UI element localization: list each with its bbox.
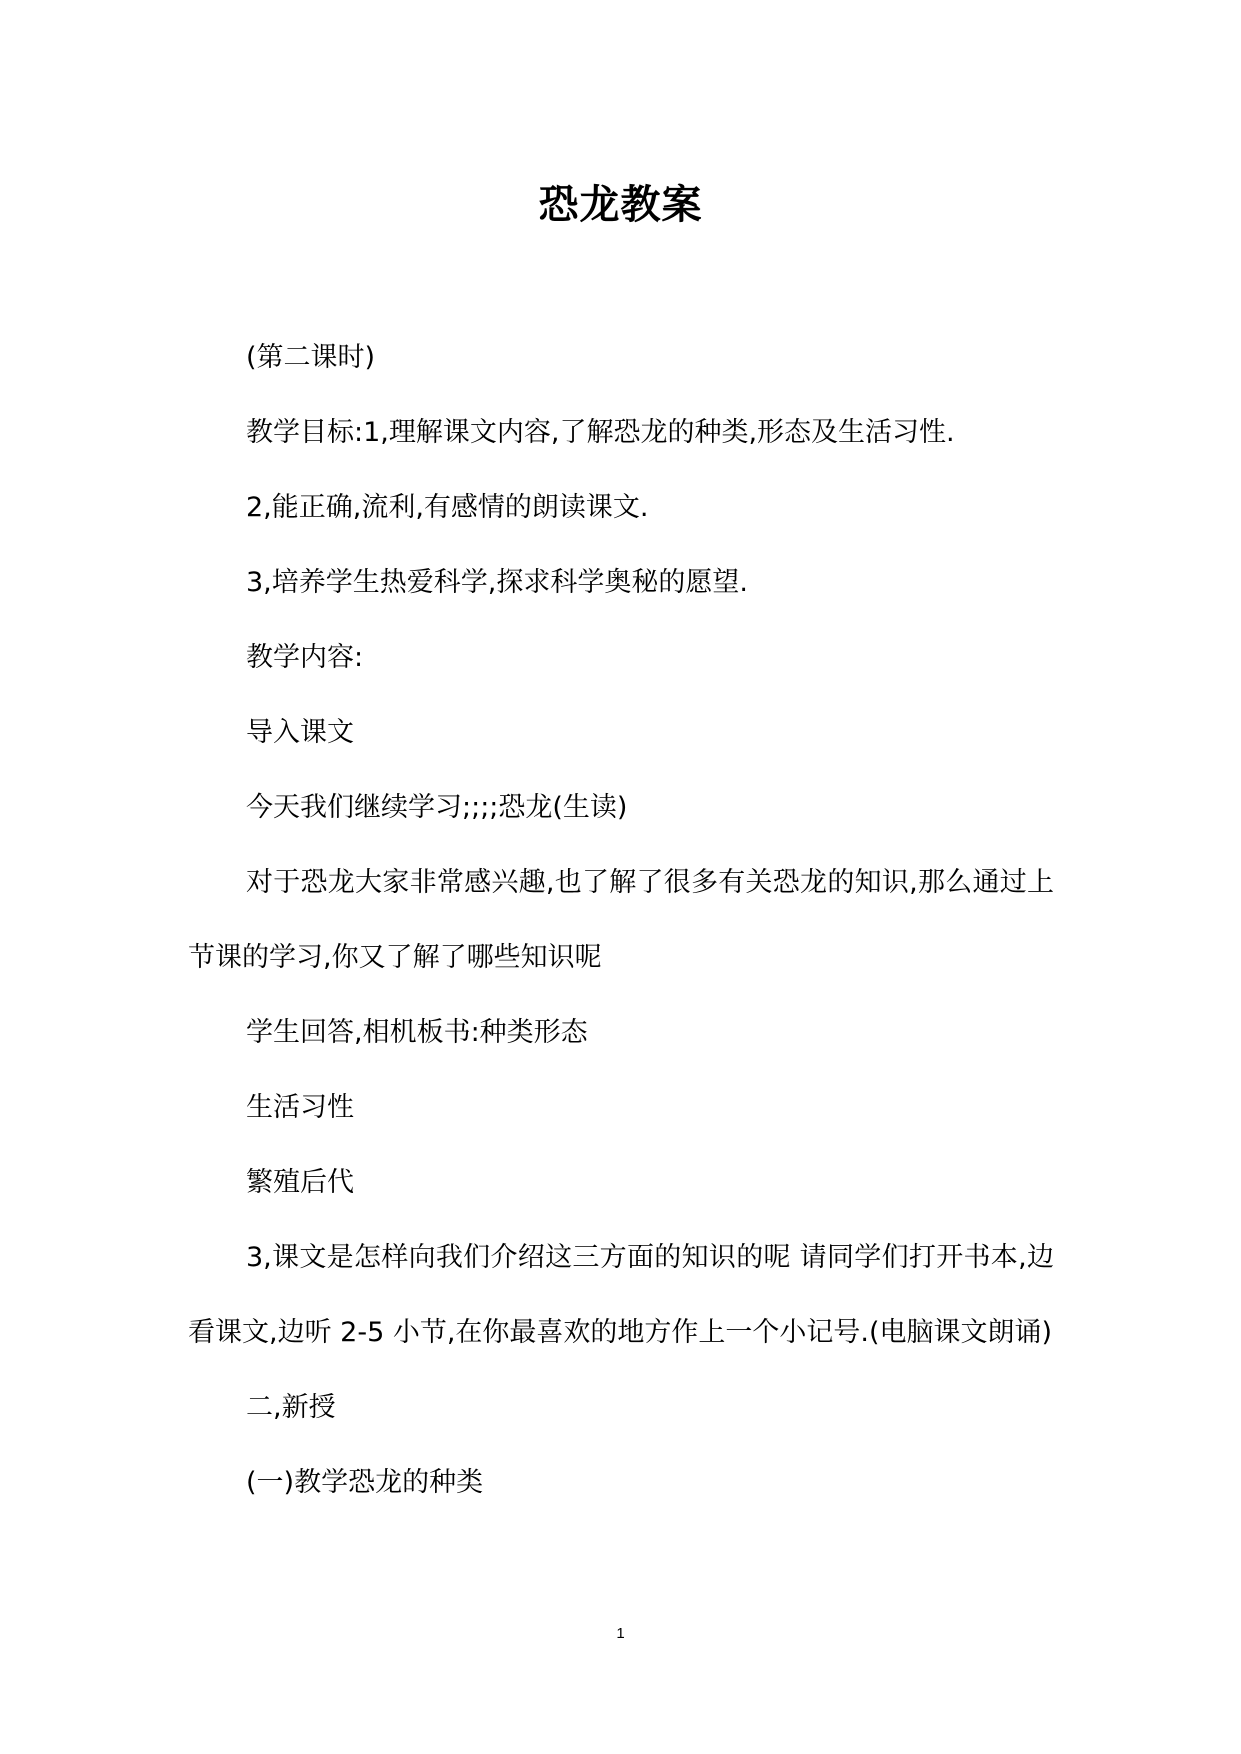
paragraph-teaching-goal-3: 3,培养学生热爱科学,探求科学奥秘的愿望. <box>246 567 748 598</box>
paragraph-introduction: 导入课文 <box>246 717 354 748</box>
paragraph-interest-question: 对于恐龙大家非常感兴趣,也了解了很多有关恐龙的知识,那么通过上节课的学习,你又了解了哪些知识呢 <box>188 867 1054 973</box>
paragraph-dinosaur-types: (一)教学恐龙的种类 <box>246 1467 484 1498</box>
paragraph-student-answer: 学生回答,相机板书:种类形态 <box>246 1017 588 1048</box>
paragraph-reproduction: 繁殖后代 <box>246 1167 354 1198</box>
paragraph-living-habits: 生活习性 <box>246 1092 354 1123</box>
paragraph-new-lesson: 二,新授 <box>246 1392 336 1423</box>
paragraph-teaching-goal-1: 教学目标:1,理解课文内容,了解恐龙的种类,形态及生活习性. <box>246 417 955 448</box>
paragraph-teaching-goal-2: 2,能正确,流利,有感情的朗读课文. <box>246 492 649 523</box>
paragraph-teaching-content: 教学内容: <box>246 642 364 673</box>
page-title: 恐龙教案 <box>538 180 703 228</box>
paragraph-reading-task: 3,课文是怎样向我们介绍这三方面的知识的呢 请同学们打开书本,边看课文,边听 2-5 小节,在你最喜欢的地方作上一个小记号.(电脑课文朗诵) <box>188 1242 1054 1348</box>
page-number: 1 <box>616 1625 625 1642</box>
document-body <box>188 320 1054 1520</box>
paragraph-lesson-period: (第二课时) <box>246 342 376 373</box>
paragraph-today-study: 今天我们继续学习;;;;恐龙(生读) <box>246 792 628 823</box>
